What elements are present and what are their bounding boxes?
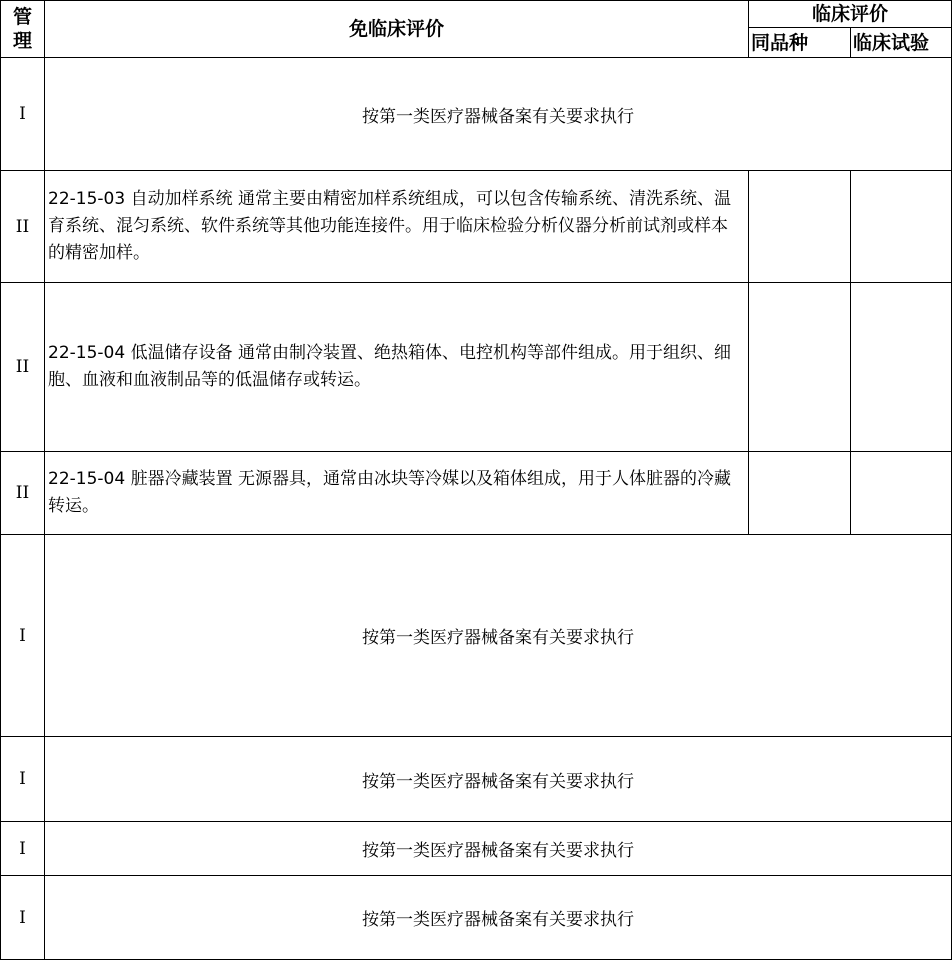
row-description: 22-15-04 低温储存设备 通常由制冷装置、绝热箱体、电控机构等部件组成。用于组织、细胞、血液和血液制品等的低温储存或转运。 [45,283,749,452]
row-class: I [1,876,45,960]
row-description: 按第一类医疗器械备案有关要求执行 [45,58,952,171]
row-description: 按第一类医疗器械备案有关要求执行 [45,822,952,876]
row-class: I [1,822,45,876]
header-category [1,1,45,58]
header-same-type: 同品种 [749,28,851,58]
header-clinical-trial: 临床试验 [851,28,952,58]
row-description: 22-15-03 自动加样系统 通常主要由精密加样系统组成，可以包含传输系统、清洗系统、温育系统、混匀系统、软件系统等其他功能连接件。用于临床检验分析仪器分析前试剂或样本的精密加样。 [45,171,749,283]
header-clinical-eval: 临床评价 [749,1,952,28]
header-category-line1: 管 [12,6,32,28]
row-class: II [1,171,45,283]
row-class: I [1,737,45,822]
row-description: 按第一类医疗器械备案有关要求执行 [45,876,952,960]
row-class: I [1,535,45,737]
row-class: II [1,452,45,535]
row-same-type-cell [749,452,851,535]
row-clinical-trial-cell [851,171,952,283]
row-class: I [1,58,45,171]
row-description: 按第一类医疗器械备案有关要求执行 [45,737,952,822]
row-same-type-cell [749,283,851,452]
header-category-line2: 理 [12,30,32,52]
row-description: 22-15-04 脏器冷藏装置 无源器具，通常由冰块等冷媒以及箱体组成，用于人体脏器的冷藏转运。 [45,452,749,535]
row-class: II [1,283,45,452]
row-clinical-trial-cell [851,452,952,535]
row-clinical-trial-cell [851,283,952,452]
header-exempt-clinical: 免临床评价 [45,1,749,58]
row-same-type-cell [749,171,851,283]
row-description: 按第一类医疗器械备案有关要求执行 [45,535,952,737]
